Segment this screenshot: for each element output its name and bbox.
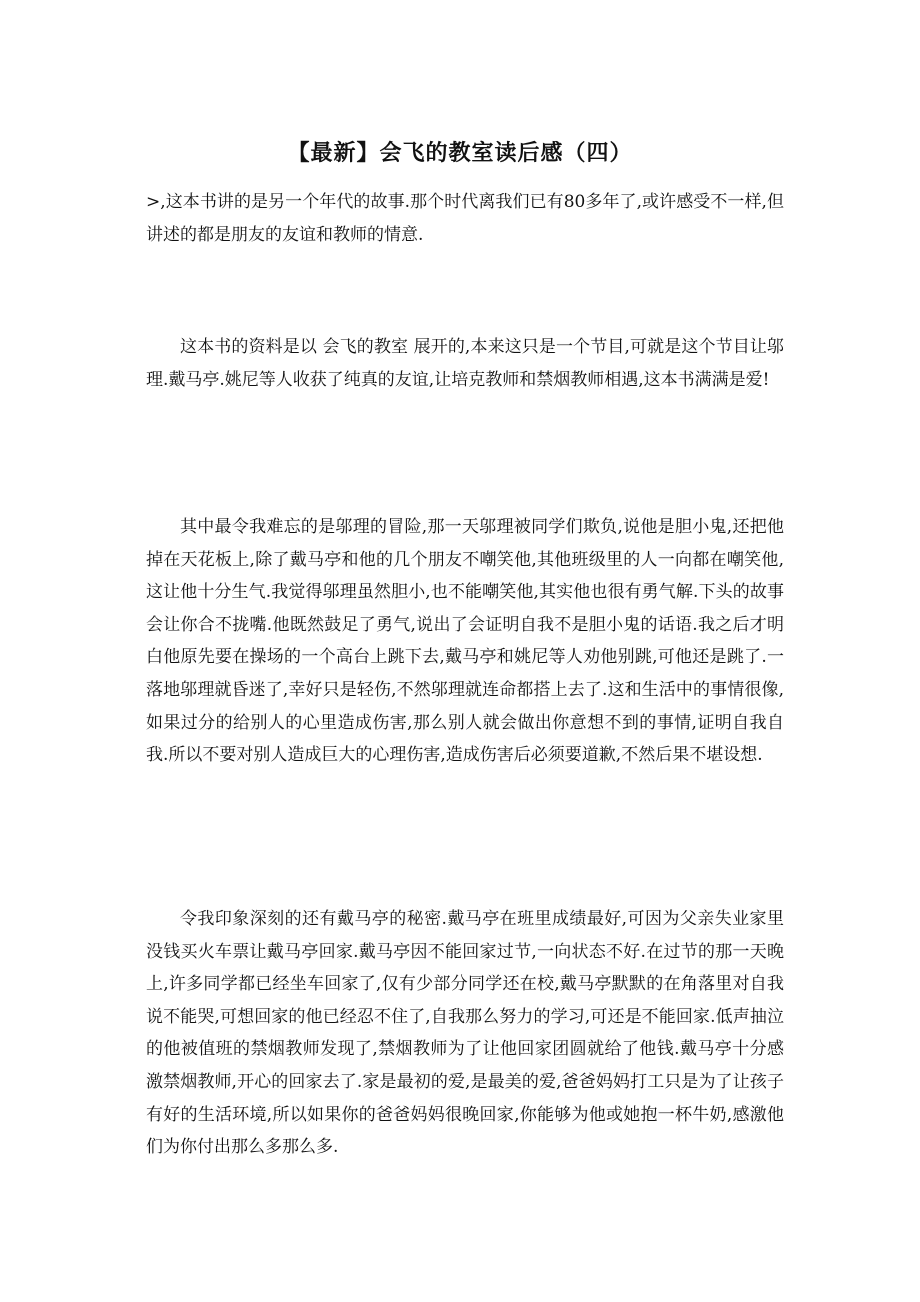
- document-title: 【最新】会飞的教室读后感（四）: [287, 141, 633, 166]
- paragraph-intro: >,这本书讲的是另一个年代的故事.那个时代离我们已有80多年了,或许感受不一样,但讲述的都是朋友的友谊和教师的情意.: [146, 192, 784, 245]
- paragraph-secret: 令我印象深刻的还有戴马亭的秘密.戴马亭在班里成绩最好,可因为父亲失业家里没钱买火车票让戴马亭回家.戴马亭因不能回家过节,一向状态不好.在过节的那一天晚上,许多同学都已经坐车回家了,仅有少部分同学还在校,戴马亭默默的在角落里对自我说不能哭,可想回家的他已经忍不住了,自我那么努力的学习,可还是不能回家.低声抽泣的他被值班的禁烟教师发现了,禁烟教师为了让他回家团圆就给了他钱.戴马亭十分感激禁烟教师,开心的回家去了.家是最初的爱,是最美的爱,爸爸妈妈打工只是为了让孩子有好的生活环境,所以如果你的爸爸妈妈很晚回家,你能够为他或她抱一杯牛奶,感激他们为你付出那么多那么多.: [146, 909, 784, 1158]
- paragraph-content: 这本书的资料是以 会飞的教室 展开的,本来这只是一个节目,可就是这个节目让邬理.戴马亭.姚尼等人收获了纯真的友谊,让培克教师和禁烟教师相遇,这本书满满是爱!: [146, 337, 784, 390]
- paragraph-adventure: 其中最令我难忘的是邬理的冒险,那一天邬理被同学们欺负,说他是胆小鬼,还把他掉在天花板上,除了戴马亭和他的几个朋友不嘲笑他,其他班级里的人一向都在嘲笑他,这让他十分生气.我觉得邬理虽然胆小,也不能嘲笑他,其实他也很有勇气解.下头的故事会让你合不拢嘴.他既然鼓足了勇气,说出了会证明自我不是胆小鬼的话语.我之后才明白他原先要在操场的一个高台上跳下去,戴马亭和姚尼等人劝他别跳,可他还是跳了.一落地邬理就昏迷了,幸好只是轻伤,不然邬理就连命都搭上去了.这和生活中的事情很像,如果过分的给别人的心里造成伤害,那么别人就会做出你意想不到的事情,证明自我自我.所以不要对别人造成巨大的心理伤害,造成伤害后必须要道歉,不然后果不堪设想.: [146, 517, 784, 766]
